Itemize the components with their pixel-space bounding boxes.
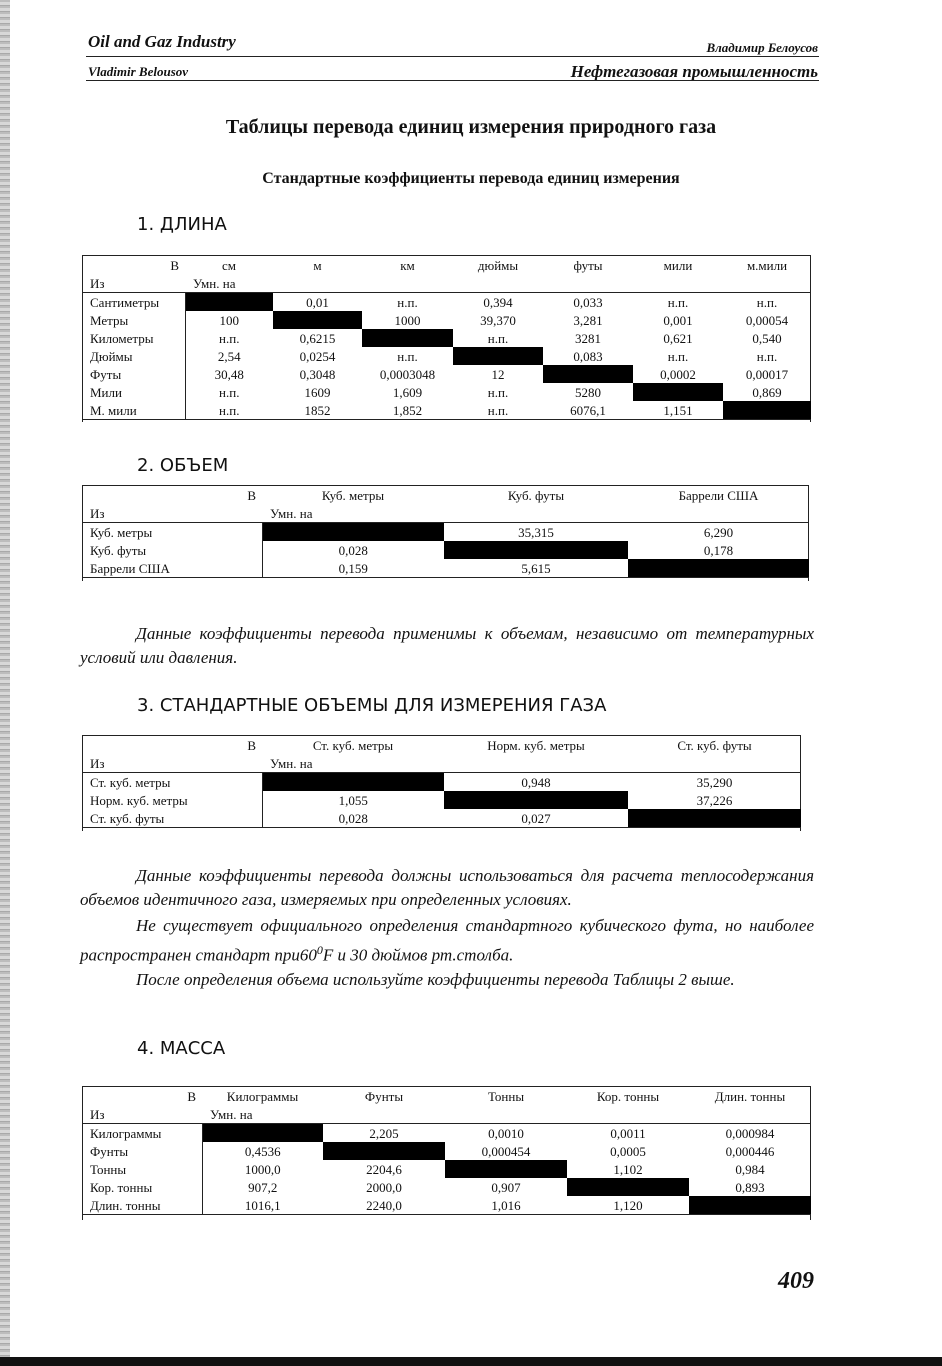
to-label: В [82, 1087, 202, 1106]
table-cell: 2000,0 [366, 1179, 402, 1195]
header-rule [86, 56, 819, 57]
from-label: Из [82, 274, 185, 293]
column-header: мили [633, 256, 723, 275]
table-cell: 0,000454 [481, 1143, 531, 1159]
row-header: Куб. метры [82, 523, 262, 542]
table-row [82, 809, 801, 828]
table-cell: н.п. [487, 384, 509, 400]
table-cell: 0,394 [483, 294, 513, 310]
table-cell: 1,120 [567, 1196, 689, 1215]
diagonal-cell [273, 311, 362, 329]
column-header: Длин. тонны [689, 1087, 811, 1106]
column-header: км [362, 256, 453, 275]
table-cell: 0,0010 [488, 1125, 524, 1141]
table-cell: н.п. [219, 330, 240, 346]
column-header: Тонны [445, 1087, 567, 1106]
table-cell: 0,000984 [725, 1125, 775, 1141]
table-cell: 2,205 [369, 1125, 399, 1141]
scan-edge [0, 0, 10, 1366]
table-cell: 1,151 [633, 401, 723, 420]
row-header: Норм. куб. метры [82, 791, 262, 809]
diagonal-cell [723, 401, 811, 420]
table-cell: 6076,1 [543, 401, 633, 420]
table-cell: 1000 [394, 312, 421, 328]
table-cell: 1000,0 [244, 1161, 281, 1177]
standard-volume-table [82, 735, 801, 828]
table-cell: 0,907 [491, 1179, 521, 1195]
diagonal-cell [185, 293, 273, 312]
table-cell: 6,290 [703, 524, 734, 540]
table-cell: 0,178 [703, 542, 734, 558]
column-header: см [185, 256, 273, 275]
column-header: м.мили [723, 256, 811, 275]
note-paragraph: Данные коэффициенты перевода должны использоваться для расчета теплосодержания объемов идентичного газа, измеряемых при определенных условиях. [80, 866, 814, 909]
table-cell: 0,00017 [745, 366, 789, 382]
table-row [82, 293, 811, 312]
column-header: Ст. куб. метры [262, 736, 444, 755]
table-row [82, 311, 811, 329]
diagonal-cell [633, 383, 723, 401]
table-cell: 0,893 [735, 1179, 765, 1195]
table-cell: 0,948 [521, 774, 551, 790]
diagonal-cell [689, 1196, 811, 1215]
column-header: Куб. метры [262, 486, 444, 505]
section-heading-mass: 4. МАССА [137, 1038, 226, 1059]
diagonal-cell [444, 791, 628, 809]
row-header: Метры [82, 311, 185, 329]
row-header: Футы [82, 365, 185, 383]
standard-volume-notes [80, 864, 814, 992]
header-left-author: Vladimir Belousov [88, 64, 189, 79]
multiplier-label: Умн. на [185, 274, 273, 293]
table-cell: н.п. [756, 348, 778, 364]
note-paragraph: После определения объема используйте коэффициенты перевода Таблицы 2 выше. [136, 969, 735, 989]
table-cell: 0,869 [752, 384, 782, 400]
column-header: Ст. куб. футы [628, 736, 801, 755]
from-label: Из [82, 754, 262, 773]
table-cell: 0,621 [663, 330, 693, 346]
table-cell: 0,0002 [660, 366, 696, 382]
diagonal-cell [262, 773, 444, 792]
diagonal-cell [202, 1124, 323, 1143]
table-cell: 0,3048 [299, 366, 336, 382]
scan-bottom-edge [0, 1357, 942, 1366]
section-heading-volume: 2. ОБЪЕМ [137, 455, 229, 476]
table-row [82, 559, 809, 578]
table-cell: 1,609 [392, 384, 423, 400]
diagonal-cell [445, 1160, 567, 1178]
table-cell: 39,370 [480, 312, 516, 328]
table-cell: н.п. [667, 294, 689, 310]
table-cell: 12 [491, 366, 505, 382]
table-cell: н.п. [487, 330, 509, 346]
table-cell: н.п. [397, 348, 418, 364]
row-header: Километры [82, 329, 185, 347]
from-label: Из [82, 1105, 202, 1124]
column-header: Баррели США [628, 486, 809, 505]
table-row [82, 773, 801, 792]
column-header: дюймы [453, 256, 543, 275]
section-heading-standard-volumes: 3. СТАНДАРТНЫЕ ОБЪЕМЫ ДЛЯ ИЗМЕРЕНИЯ ГАЗА [137, 695, 607, 716]
diagonal-cell [628, 809, 801, 828]
table-cell: 0,027 [444, 809, 628, 828]
table-cell: 0,159 [262, 559, 444, 578]
table-cell: 907,2 [248, 1179, 278, 1195]
header-right-title: Нефтегазовая промышленность [570, 62, 818, 81]
volume-table [82, 485, 809, 578]
diagonal-cell [628, 559, 809, 578]
diagonal-cell [323, 1142, 445, 1160]
column-header: Кор. тонны [567, 1087, 689, 1106]
diagonal-cell [362, 329, 453, 347]
to-label: В [82, 486, 262, 505]
table-row [82, 401, 811, 420]
column-header: Норм. куб. метры [444, 736, 628, 755]
table-cell: 0,033 [573, 294, 603, 310]
table-cell: 35,315 [518, 524, 554, 540]
column-header: Килограммы [202, 1087, 323, 1106]
table-cell: 1,055 [338, 792, 368, 808]
table-cell: 0,028 [262, 809, 444, 828]
from-label: Из [82, 504, 262, 523]
table-cell: 0,6215 [299, 330, 336, 346]
table-cell: 1016,1 [202, 1196, 323, 1215]
table-cell: 0,000446 [725, 1143, 775, 1159]
column-header: м [273, 256, 362, 275]
table-row [82, 1142, 811, 1160]
note-paragraph-standard: Не существует официального определения стандартного кубического фута, но наиболее распространен стандарт $при60^0F$ и 30 дюймов рт.столба. [80, 916, 814, 965]
diagonal-cell [453, 347, 543, 365]
table-cell: 1,016 [445, 1196, 567, 1215]
table-cell: 1609 [304, 384, 331, 400]
column-header: Фунты [323, 1087, 445, 1106]
table-row [82, 329, 811, 347]
table-cell: 0,0005 [610, 1143, 646, 1159]
diagonal-cell [543, 365, 633, 383]
row-header: Длин. тонны [82, 1196, 202, 1215]
row-header: Тонны [82, 1160, 202, 1178]
row-header: Баррели США [82, 559, 262, 578]
table-cell: 0,0254 [299, 348, 336, 364]
table-cell: 2204,6 [366, 1161, 402, 1177]
header-right-author: Владимир Белоусов [706, 40, 818, 55]
table-cell: 0,083 [573, 348, 603, 364]
row-header: Килограммы [82, 1124, 202, 1143]
diagonal-cell [567, 1178, 689, 1196]
diagonal-cell [262, 523, 444, 542]
table-cell: н.п. [185, 401, 273, 420]
row-header: Кор. тонны [82, 1178, 202, 1196]
table-cell: 100 [219, 312, 239, 328]
row-header: Ст. куб. метры [82, 773, 262, 792]
table-cell: 1,852 [362, 401, 453, 420]
multiplier-label: Умн. на [262, 504, 444, 523]
table-cell: н.п. [756, 294, 778, 310]
table-cell: 1852 [273, 401, 362, 420]
table-cell: 3,281 [573, 312, 603, 328]
table-row [82, 1124, 811, 1143]
table-row [82, 383, 811, 401]
row-header: Куб. футы [82, 541, 262, 559]
table-cell: 37,226 [696, 792, 733, 808]
table-cell: 0,4536 [244, 1143, 281, 1159]
table-cell: 0,00054 [745, 312, 789, 328]
table-row [82, 347, 811, 365]
table-row [82, 1196, 811, 1215]
header-rule-2 [86, 80, 819, 81]
row-header: Мили [82, 383, 185, 401]
table-cell: 1,102 [613, 1161, 643, 1177]
row-header: М. мили [82, 401, 185, 420]
table-row [82, 523, 809, 542]
column-header: Куб. футы [444, 486, 628, 505]
multiplier-label: Умн. на [262, 754, 444, 773]
row-header: Фунты [82, 1142, 202, 1160]
diagonal-cell [444, 541, 628, 559]
multiplier-label: Умн. на [202, 1105, 323, 1124]
section-heading-length: 1. ДЛИНА [137, 214, 227, 235]
table-cell: 0,001 [663, 312, 693, 328]
row-header: Сантиметры [82, 293, 185, 312]
table-cell: н.п. [397, 294, 418, 310]
table-cell: 0,540 [752, 330, 782, 346]
to-label: В [82, 256, 185, 275]
page-title: Таблицы перевода единиц измерения природного газа [225, 116, 717, 138]
table-cell: 35,290 [696, 774, 733, 790]
mass-table [82, 1086, 811, 1215]
page-subtitle: Стандартные коэффициенты перевода единиц измерения [262, 170, 680, 187]
table-cell: 0,0003048 [379, 366, 436, 382]
column-header: футы [543, 256, 633, 275]
note-paragraph: Данные коэффициенты перевода применимы к объемам, независимо от температурных условий или давления. [80, 624, 814, 667]
table-cell: 0,01 [306, 294, 329, 310]
volume-note [80, 622, 814, 670]
row-header: Ст. куб. футы [82, 809, 262, 828]
table-row [82, 1160, 811, 1178]
table-row [82, 1178, 811, 1196]
table-cell: 0,028 [338, 542, 368, 558]
table-cell: 3281 [575, 330, 601, 346]
header-left-title: Oil and Gaz Industry [88, 32, 236, 51]
table-cell: 5,615 [444, 559, 628, 578]
table-cell: 2240,0 [323, 1196, 445, 1215]
table-cell: н.п. [667, 348, 689, 364]
table-cell: 0,0011 [610, 1125, 646, 1141]
table-row [82, 791, 801, 809]
table-cell: 0,984 [735, 1161, 765, 1177]
length-table [82, 255, 811, 420]
to-label: В [82, 736, 262, 755]
table-row [82, 541, 809, 559]
table-cell: 2,54 [217, 348, 241, 364]
page-number: 409 [778, 1268, 814, 1294]
table-cell: 30,48 [214, 366, 244, 382]
table-row [82, 365, 811, 383]
table-cell: н.п. [453, 401, 543, 420]
table-cell: 5280 [575, 384, 601, 400]
table-cell: н.п. [219, 384, 240, 400]
row-header: Дюймы [82, 347, 185, 365]
